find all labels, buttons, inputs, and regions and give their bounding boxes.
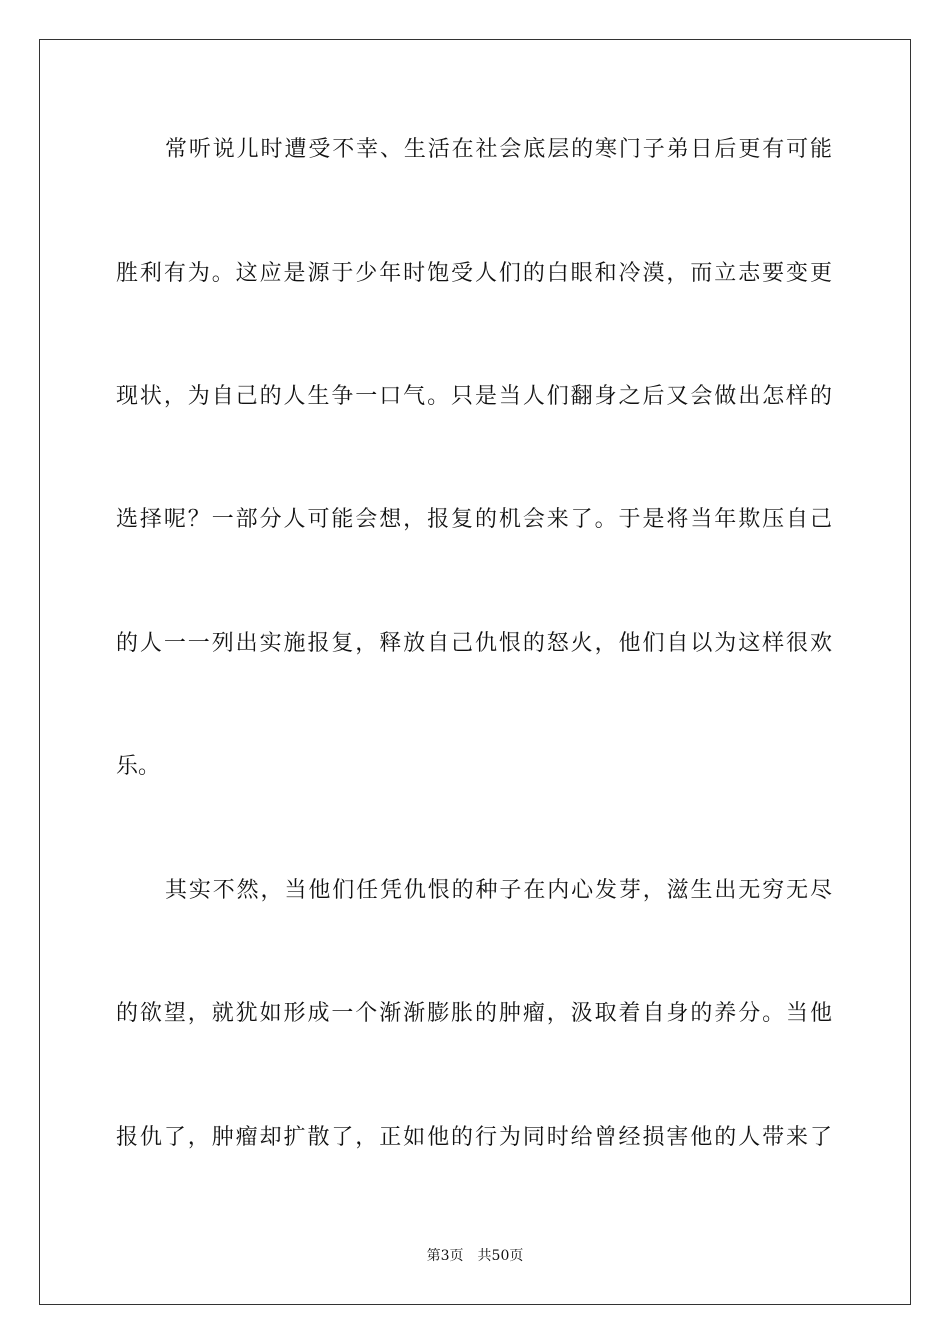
page-number: 第3页	[426, 1248, 464, 1264]
page-total: 共50页	[477, 1248, 524, 1264]
paragraph-1-line-3: 现状，为自己的人生争一口气。只是当人们翻身之后又会做出怎样的	[116, 384, 832, 409]
paragraph-1-line-4: 选择呢？一部分人可能会想，报复的机会来了。于是将当年欺压自己	[116, 507, 832, 532]
page-frame	[39, 39, 911, 1305]
paragraph-2-line-2: 的欲望，就犹如形成一个渐渐膨胀的肿瘤，汲取着自身的养分。当他	[116, 1001, 832, 1026]
paragraph-1-line-2: 胜利有为。这应是源于少年时饱受人们的白眼和冷漠，而立志要变更	[116, 261, 832, 286]
paragraph-2-line-1: 其实不然，当他们任凭仇恨的种子在内心发芽，滋生出无穷无尽	[165, 878, 832, 903]
paragraph-1-line-1: 常听说儿时遭受不幸、生活在社会底层的寒门子弟日后更有可能	[165, 137, 832, 162]
paragraph-1-line-6: 乐。	[116, 754, 161, 779]
paragraph-2-line-3: 报仇了，肿瘤却扩散了，正如他的行为同时给曾经损害他的人带来了	[116, 1125, 832, 1150]
page-footer	[0, 1246, 950, 1266]
paragraph-1-line-5: 的人一一列出实施报复，释放自己仇恨的怒火，他们自以为这样很欢	[116, 631, 832, 656]
